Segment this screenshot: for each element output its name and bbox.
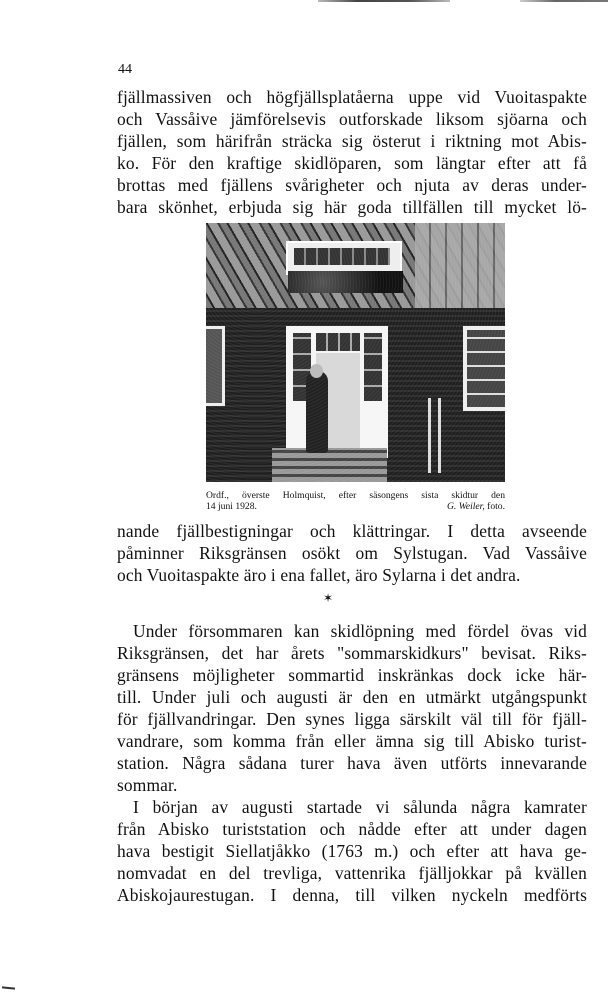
text-line: gränsens möjligheter sommartid inskränkas dock icke här-	[117, 665, 587, 685]
text-line: hava bestigit Siellatjåkko (1763 m.) och efter att hava ge-	[117, 841, 587, 861]
side-light-right	[364, 333, 382, 401]
page-number: 44	[118, 62, 132, 77]
text-line: och Vuoitaspakte äro i ena fallet, äro Sylarna i det andra.	[117, 565, 521, 585]
text-line: I början av augusti startade vi sålunda några kamrater	[133, 797, 587, 817]
person-figure	[306, 371, 328, 453]
transom-window	[316, 333, 360, 351]
flower-box	[288, 271, 403, 293]
text-line: vandrare, som komma från eller ämna sig till Abisko turist-	[117, 731, 587, 751]
text-line: fjällmassiven och högfjällsplatåerna uppe vid Vuoitaspakte	[117, 87, 587, 107]
text-line: ko. För den kraftige skidlöparen, som längtar efter att få	[117, 153, 587, 173]
text-line: Riksgränsen, det har årets "sommarskidkurs" bevisat. Riks-	[117, 643, 587, 663]
text-line: till. Under juli och augusti är den en utmärkt utgångspunkt	[117, 687, 587, 707]
text-line: för fjällvandringar. Den synes ligga särskilt väl till för fjäll-	[117, 709, 587, 729]
caption-line: Ordf., överste Holmquist, efter säsongens sista skidtur den	[206, 490, 505, 501]
text-line: sommar.	[117, 775, 178, 795]
text-line: brottas med fjällens svårigheter och njuta av deras under-	[117, 175, 587, 195]
text-line: påminner Riksgränsen osökt om Sylstugan. Vad Vassåive	[117, 543, 587, 563]
front-steps	[272, 448, 387, 482]
paragraph-bottom-1	[117, 620, 587, 796]
scan-edge-artifact	[318, 0, 450, 2]
roof-right	[415, 223, 505, 308]
window-left	[206, 326, 225, 406]
text-line: station. Några sådana turer hava även utförts innevarande	[117, 753, 587, 773]
text-line: nomvadat en del trevliga, vattenrika fjälljokkar på kvällen	[117, 863, 587, 883]
window-right	[463, 326, 505, 411]
text-line: Under försommaren kan skidlöpning med fördel övas vid	[133, 621, 587, 641]
text-line: från Abisko turiststation och nådde efter att under dagen	[117, 819, 587, 839]
credit-suffix: foto.	[487, 501, 505, 512]
photo-caption	[206, 490, 505, 512]
paragraph-top	[117, 86, 587, 218]
photographer-name: G. Weiler,	[446, 501, 485, 512]
caption-line	[206, 501, 505, 512]
text-line: fjällen, som härifrån sträcka sig österut i riktning mot Abis-	[117, 131, 587, 151]
skis	[428, 398, 442, 473]
scan-edge-artifact	[2, 986, 15, 989]
text-line: Abiskojaurestugan. I denna, till vilken nyckeln medförts	[117, 885, 587, 905]
text-line: bara skönhet, erbjuda sig här goda tillfällen till mycket lö-	[117, 197, 587, 217]
paragraph-bottom-2	[117, 796, 587, 906]
person-head	[310, 364, 323, 378]
text-line: nande fjällbestigningar och klättringar. I detta avseende	[117, 521, 587, 541]
paragraph-middle	[117, 520, 587, 586]
photo-credit	[447, 501, 505, 512]
scan-edge-artifact	[520, 0, 608, 2]
house-photo	[206, 223, 505, 482]
section-divider-asterism: ✶	[323, 591, 334, 605]
dormer-window	[294, 248, 390, 265]
caption-date: 14 juni 1928.	[206, 501, 257, 512]
text-line: och Vassåive jämförelsevis outforskade liksom sjöarna och	[117, 109, 587, 129]
